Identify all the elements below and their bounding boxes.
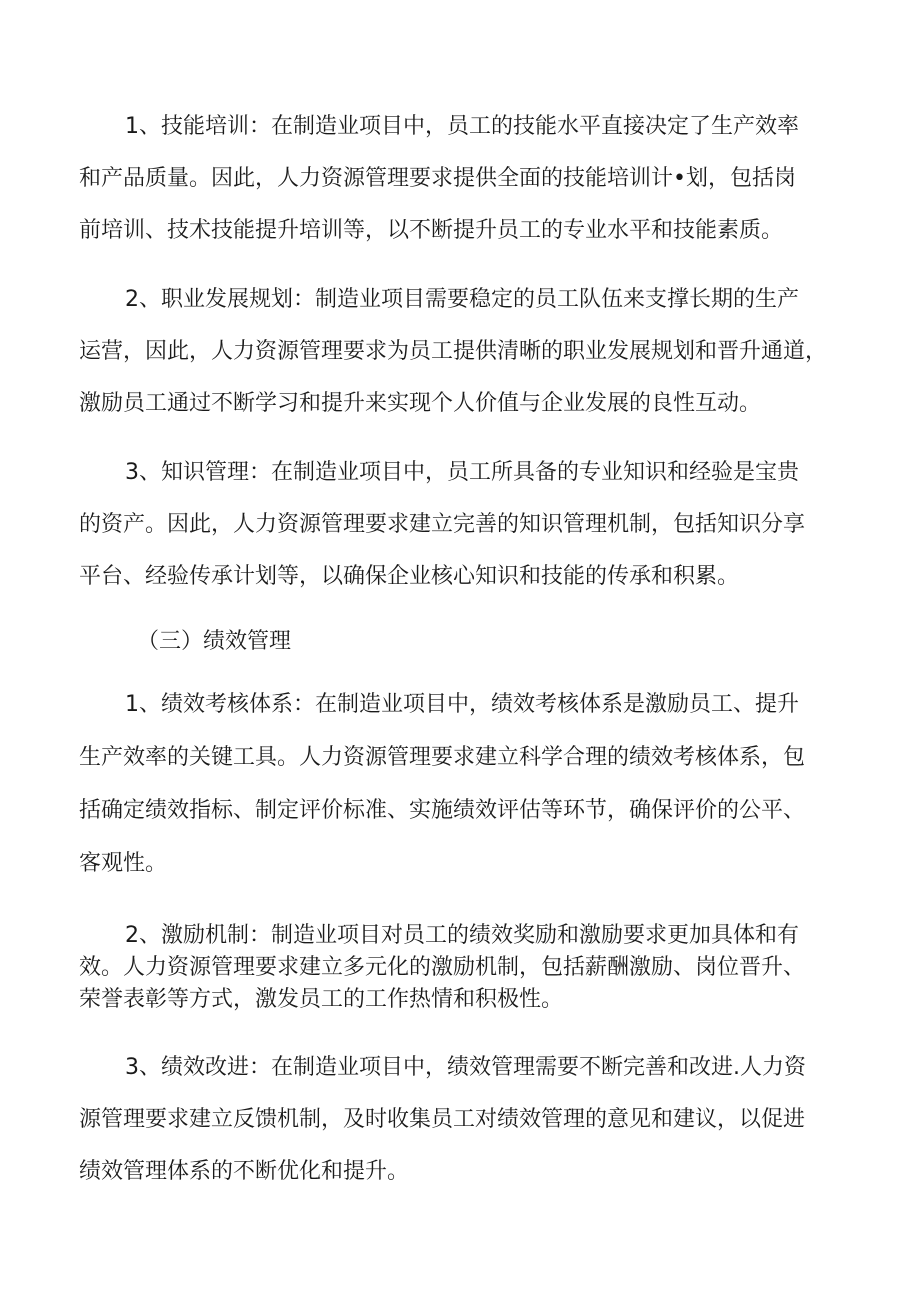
paragraph-line: 客观性。 (79, 851, 168, 876)
paragraph-line: 激励员工通过不断学习和提升来实现个人价值与企业发展的良性互动。 (79, 391, 762, 416)
paragraph-line: 源管理要求建立反馈机制，及时收集员工对绩效管理的意见和建议，以促进 (79, 1107, 806, 1132)
paragraph-line: 平台、经验传承计划等，以确保企业核心知识和技能的传承和积累。 (79, 564, 740, 589)
section-heading: （三）绩效管理 (137, 629, 292, 654)
paragraph-line: 生产效率的关键工具。人力资源管理要求建立科学合理的绩效考核体系，包 (79, 745, 806, 770)
paragraph-line: 1、绩效考核体系：在制造业项目中，绩效考核体系是激励员工、提升 (125, 692, 799, 717)
paragraph-line: 3、绩效改进：在制造业项目中，绩效管理需要不断完善和改进.人力资 (125, 1055, 806, 1080)
paragraph-line: 和产品质量。因此，人力资源管理要求提供全面的技能培训计•划，包括岗 (79, 166, 796, 191)
paragraph-line: 效。人力资源管理要求建立多元化的激励机制，包括薪酬激励、岗位晋升、 (79, 955, 806, 980)
paragraph-line: 运营，因此，人力资源管理要求为员工提供清晰的职业发展规划和晋升通道， (79, 339, 828, 364)
paragraph-line: 荣誉表彰等方式，激发员工的工作热情和积极性。 (79, 987, 564, 1012)
paragraph-line: 1、技能培训：在制造业项目中，员工的技能水平直接决定了生产效率 (125, 114, 799, 139)
paragraph-line: 的资产。因此，人力资源管理要求建立完善的知识管理机制，包括知识分享 (79, 512, 806, 537)
paragraph-line: 括确定绩效指标、制定评价标准、实施绩效评估等环节，确保评价的公平、 (79, 798, 806, 823)
paragraph-line: 前培训、技术技能提升培训等，以不断提升员工的专业水平和技能素质。 (79, 218, 784, 243)
paragraph-line: 3、知识管理：在制造业项目中，员工所具备的专业知识和经验是宝贵 (125, 460, 799, 485)
paragraph-line: 2、激励机制：制造业项目对员工的绩效奖励和激励要求更加具体和有 (125, 923, 799, 948)
paragraph-line: 2、职业发展规划：制造业项目需要稳定的员工队伍来支撑长期的生产 (125, 287, 799, 312)
paragraph-line: 绩效管理体系的不断优化和提升。 (79, 1159, 410, 1184)
